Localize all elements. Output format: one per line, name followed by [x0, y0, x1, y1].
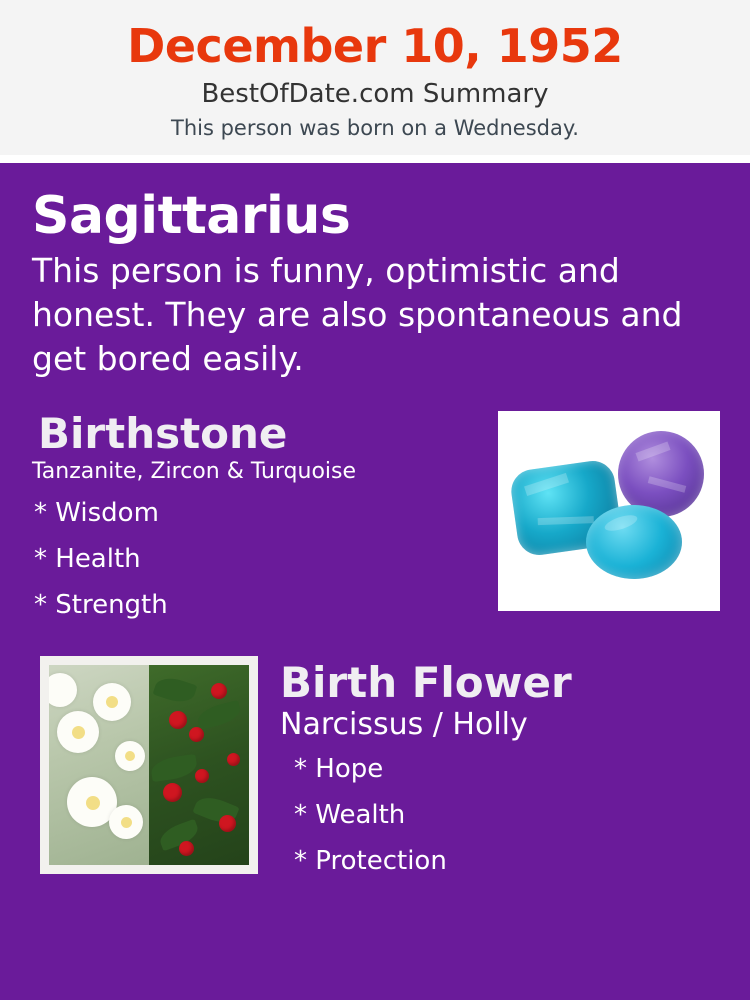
- birth-flower-title: Birth Flower: [280, 657, 572, 707]
- zodiac-description: This person is funny, optimistic and honest. They are also spontaneous and get bored easily.: [32, 251, 683, 379]
- holly-photo-half: [149, 665, 249, 865]
- narcissus-photo-half: [49, 665, 149, 865]
- birthstone-image: [498, 411, 720, 611]
- summary-body: [0, 163, 750, 1000]
- birthstone-text-block: [30, 409, 498, 638]
- birthstone-section: [30, 409, 720, 638]
- page-title: December 10, 1952: [127, 19, 623, 73]
- birthstone-image-canvas: [508, 421, 710, 601]
- birth-flower-trait: * Wealth: [294, 800, 406, 831]
- birth-flower-text-block: [258, 656, 720, 895]
- birth-flower-section: [30, 656, 720, 895]
- birth-day-note: This person was born on a Wednesday.: [171, 115, 579, 140]
- birthstone-names: Tanzanite, Zircon & Turquoise: [32, 459, 357, 485]
- page-header: [0, 0, 750, 155]
- site-summary-label: BestOfDate.com Summary: [201, 78, 549, 109]
- birth-flower-trait: * Hope: [294, 754, 384, 785]
- zodiac-sign-title: Sagittarius: [32, 185, 351, 246]
- birthstone-trait: * Wisdom: [34, 497, 159, 528]
- turquoise-gem-shape: [586, 505, 682, 579]
- header-divider: [0, 155, 750, 163]
- birthstone-trait: * Strength: [34, 589, 168, 620]
- birthstone-title: Birthstone: [38, 408, 288, 458]
- birth-flower-names: Narcissus / Holly: [280, 706, 528, 742]
- birth-flower-image-canvas: [49, 665, 249, 865]
- birth-flower-image: [40, 656, 258, 874]
- birth-flower-trait: * Protection: [294, 846, 447, 877]
- birthstone-trait: * Health: [34, 543, 141, 574]
